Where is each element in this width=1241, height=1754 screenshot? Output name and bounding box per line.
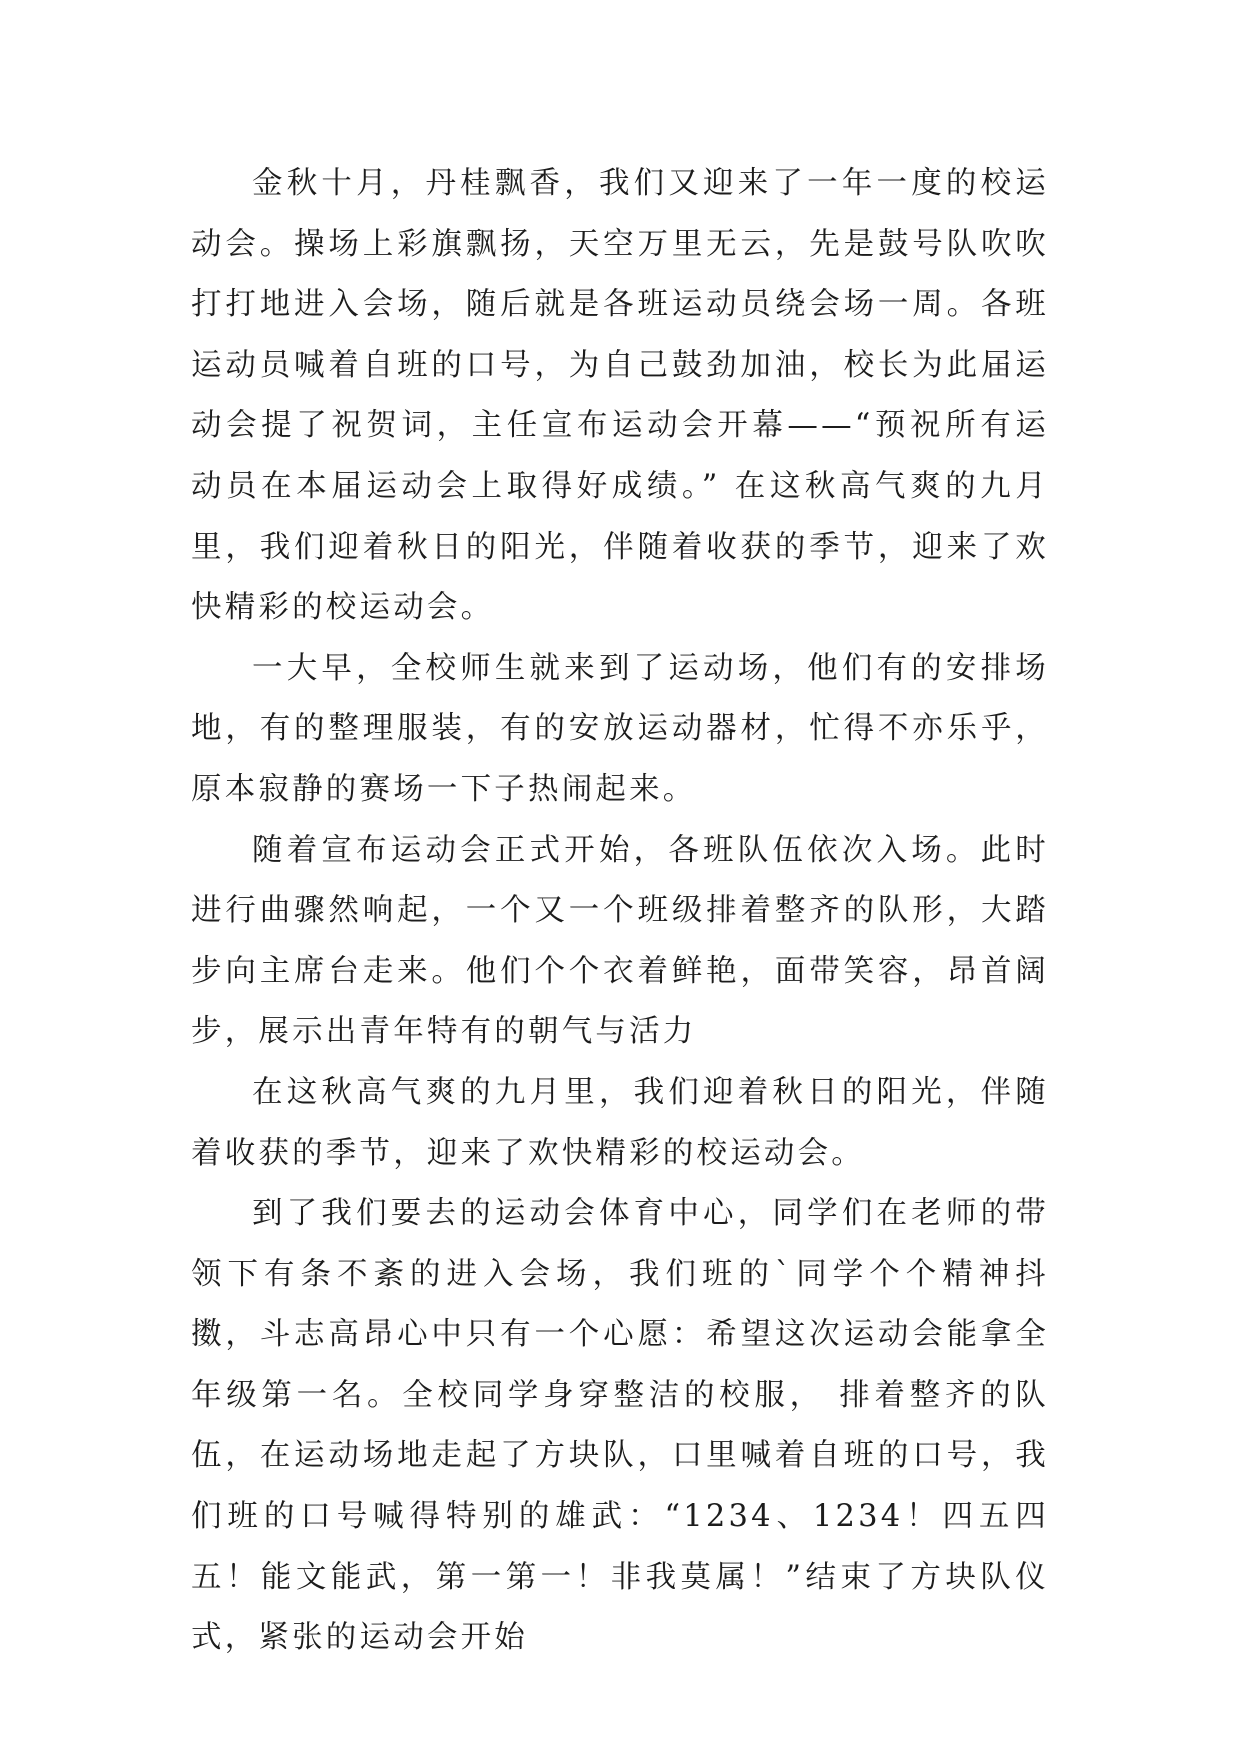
paragraph-1: 金秋十月，丹桂飘香，我们又迎来了一年一度的校运动会。操场上彩旗飘扬，天空万里无云，先是鼓号队吹吹打打地进入会场，随后就是各班运动员绕会场一周。各班运动员喊着自班的口号，为自己鼓劲加油，校长为此届运动会提了祝贺词，主任宣布运动会开幕——“预祝所有运动员在本届运动会上取得好成绩。” 在这秋高气爽的九月里，我们迎着秋日的阳光，伴随着收获的季节，迎来了欢快精彩的校运动会。 bbox=[191, 166, 1049, 626]
paragraph-4: 在这秋高气爽的九月里，我们迎着秋日的阳光，伴随着收获的季节，迎来了欢快精彩的校运动会。 bbox=[191, 1074, 1049, 1171]
paragraph-5: 到了我们要去的运动会体育中心，同学们在老师的带领下有条不紊的进入会场，我们班的`同学个个精神抖擞，斗志高昂心中只有一个心愿：希望这次运动会能拿全年级第一名。全校同学身穿整洁的校服， 排着整齐的队伍，在运动场地走起了方块队，口里喊着自班的口号，我们班的口号喊得特别的雄武：“1234、1234！四五四五！能文能武，第一第一！非我莫属！”结束了方块队仪式，紧张的运动会开始 bbox=[191, 1196, 1049, 1656]
paragraph-2: 一大早，全校师生就来到了运动场，他们有的安排场地，有的整理服装，有的安放运动器材，忙得不亦乐乎，原本寂静的赛场一下子热闹起来。 bbox=[191, 650, 1049, 807]
paragraph-3: 随着宣布运动会正式开始，各班队伍依次入场。此时进行曲骤然响起，一个又一个班级排着整齐的队形，大踏步向主席台走来。他们个个衣着鲜艳，面带笑容，昂首阔步，展示出青年特有的朝气与活力 bbox=[191, 832, 1049, 1050]
document-body bbox=[191, 154, 1049, 1669]
